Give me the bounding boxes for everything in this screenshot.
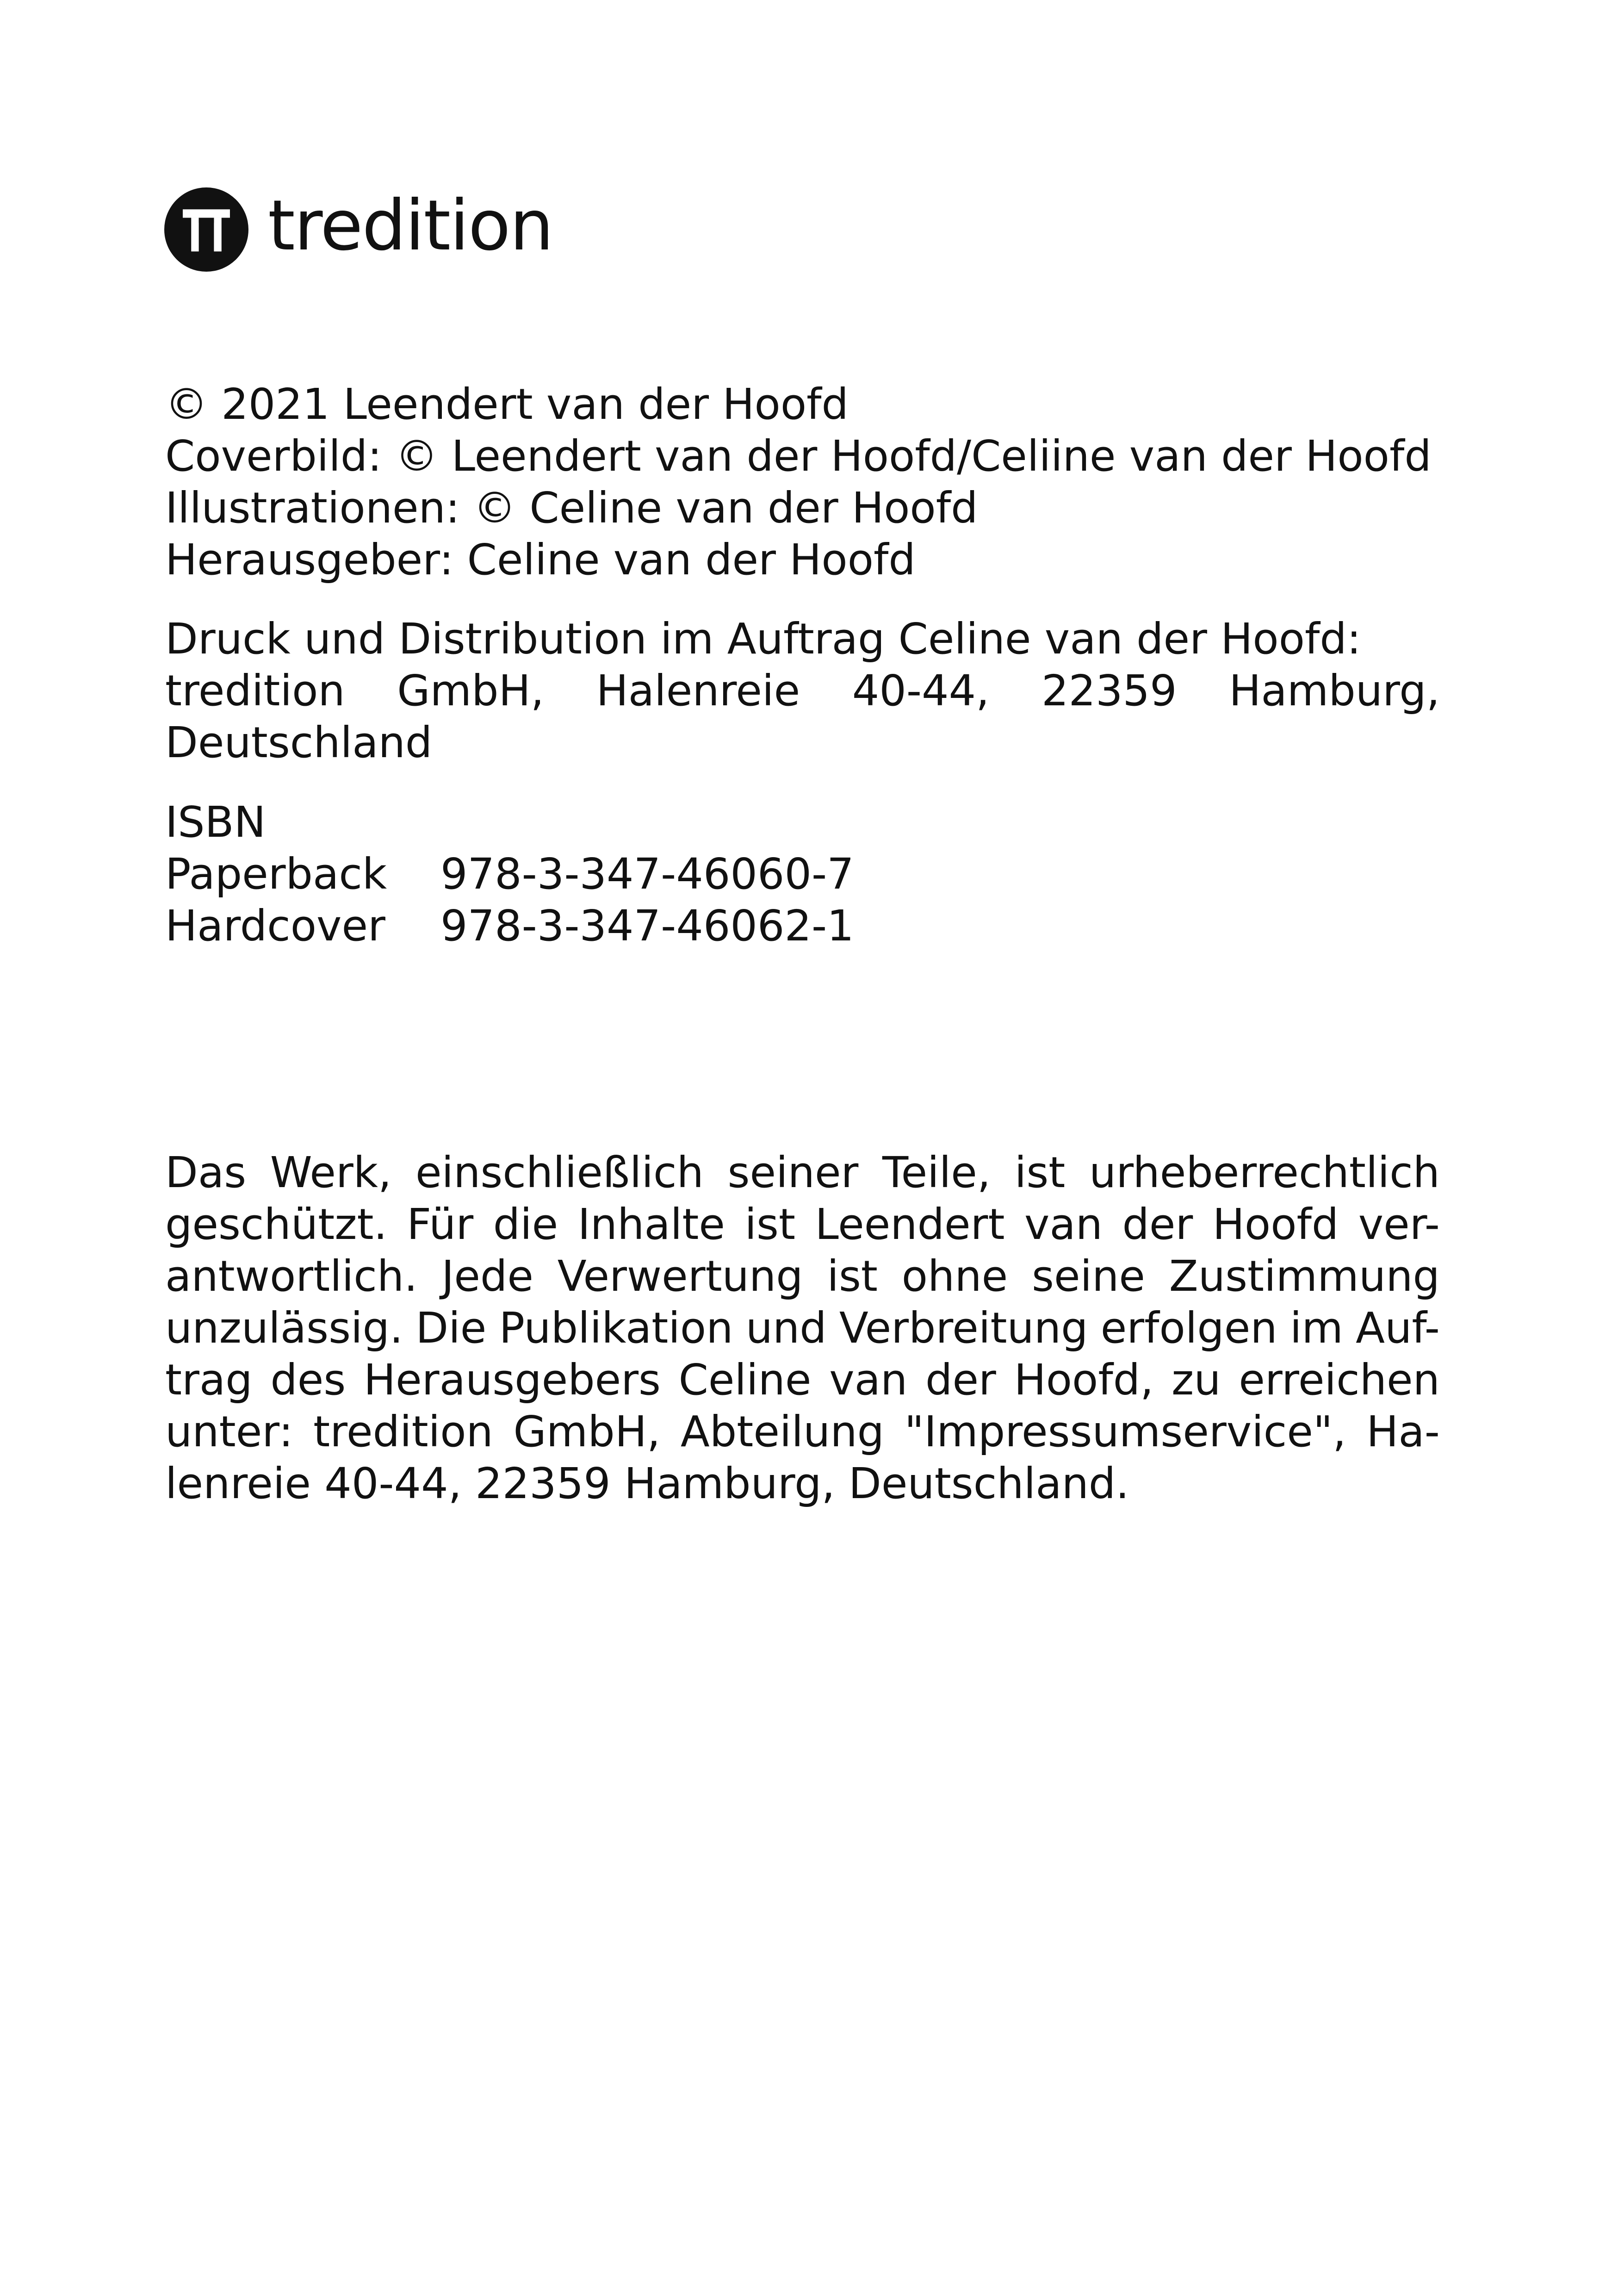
legal-word: Das xyxy=(165,1148,247,1197)
legal-word: der xyxy=(1122,1200,1193,1249)
isbn-value: 978-3-347-46062-1 xyxy=(440,901,854,951)
print-distribution-block xyxy=(165,613,1440,769)
legal-word: ohne xyxy=(901,1251,1008,1301)
legal-line xyxy=(165,1406,1440,1458)
legal-word: Verbreitung xyxy=(839,1303,1088,1353)
legal-word: Publikation xyxy=(499,1303,733,1353)
druck-word: GmbH, xyxy=(397,666,544,716)
legal-word: und xyxy=(745,1303,827,1353)
cover-credit-line: Coverbild: © Leendert van der Hoofd/Celiine van der Hoofd xyxy=(165,431,1432,481)
legal-word: erfolgen xyxy=(1100,1303,1277,1353)
credits-block xyxy=(165,379,1432,586)
druck-line-1: Druck und Distribution im Auftrag Celine van der Hoofd: xyxy=(165,614,1361,664)
legal-word: trag xyxy=(165,1355,253,1405)
legal-word: van xyxy=(829,1355,908,1405)
legal-line xyxy=(165,1302,1440,1354)
legal-word: GmbH, xyxy=(513,1407,661,1456)
legal-line: lenreie 40-44, 22359 Hamburg, Deutschland. xyxy=(165,1459,1129,1508)
druck-word: Halenreie xyxy=(596,666,800,716)
legal-word: Werk, xyxy=(270,1148,392,1197)
publisher-line: Herausgeber: Celine van der Hoofd xyxy=(165,535,916,585)
legal-word: van xyxy=(1024,1200,1103,1249)
legal-word: erreichen xyxy=(1239,1355,1440,1405)
tredition-logo-icon xyxy=(164,187,248,272)
isbn-value: 978-3-347-46060-7 xyxy=(440,849,854,899)
legal-word: Hoofd xyxy=(1212,1200,1339,1249)
druck-word: tredition xyxy=(165,666,345,716)
legal-word: Hoofd, xyxy=(1014,1355,1154,1405)
copyright-line: © 2021 Leendert van der Hoofd xyxy=(165,380,849,429)
legal-line xyxy=(165,1199,1440,1251)
legal-word: Zustimmung xyxy=(1169,1251,1440,1301)
druck-line-2 xyxy=(165,665,1440,717)
legal-word: zu xyxy=(1172,1355,1221,1405)
legal-word: Jede xyxy=(441,1251,533,1301)
tredition-logo xyxy=(164,187,553,272)
legal-word: Herausgebers xyxy=(363,1355,661,1405)
legal-word: Inhalte xyxy=(577,1200,725,1249)
legal-word: ist xyxy=(1014,1148,1066,1197)
legal-word: antwortlich. xyxy=(165,1251,418,1301)
legal-word: Celine xyxy=(678,1355,812,1405)
legal-word: die xyxy=(493,1200,558,1249)
legal-word: Verwertung xyxy=(557,1251,803,1301)
legal-line xyxy=(165,1354,1440,1406)
legal-word: des xyxy=(270,1355,346,1405)
isbn-row-paperback xyxy=(165,848,854,900)
legal-word: seine xyxy=(1032,1251,1146,1301)
legal-word: Ha- xyxy=(1366,1407,1440,1456)
legal-word: Für xyxy=(407,1200,474,1249)
isbn-heading: ISBN xyxy=(165,797,266,847)
legal-word: "Impressumservice", xyxy=(904,1407,1346,1456)
druck-word: 40-44, xyxy=(852,666,990,716)
legal-word: urheberrechtlich xyxy=(1089,1148,1440,1197)
isbn-block xyxy=(165,796,854,952)
legal-word: ist xyxy=(744,1200,796,1249)
legal-word: Leendert xyxy=(815,1200,1005,1249)
legal-word: im xyxy=(1289,1303,1344,1353)
legal-word: Abteilung xyxy=(680,1407,885,1456)
legal-word: Die xyxy=(415,1303,487,1353)
legal-word: seiner xyxy=(727,1148,859,1197)
legal-word: einschließlich xyxy=(415,1148,704,1197)
legal-word: ist xyxy=(827,1251,878,1301)
isbn-row-hardcover xyxy=(165,900,854,952)
legal-notice xyxy=(165,1147,1440,1510)
legal-word: ver- xyxy=(1358,1200,1440,1249)
isbn-label: Paperback xyxy=(165,849,387,899)
druck-line-3: Deutschland xyxy=(165,718,433,767)
legal-line xyxy=(165,1251,1440,1302)
legal-word: unzulässig. xyxy=(165,1303,403,1353)
legal-word: unter: xyxy=(165,1407,293,1456)
legal-line xyxy=(165,1147,1440,1199)
druck-word: Hamburg, xyxy=(1229,666,1440,716)
isbn-label: Hardcover xyxy=(165,901,385,951)
legal-word: tredition xyxy=(313,1407,493,1456)
legal-word: Teile, xyxy=(882,1148,991,1197)
tredition-wordmark: tredition xyxy=(268,186,553,266)
illustration-credit-line: Illustrationen: © Celine van der Hoofd xyxy=(165,483,978,533)
legal-word: Auf- xyxy=(1356,1303,1440,1353)
druck-word: 22359 xyxy=(1041,666,1177,716)
legal-word: der xyxy=(925,1355,996,1405)
legal-word: geschützt. xyxy=(165,1200,387,1249)
